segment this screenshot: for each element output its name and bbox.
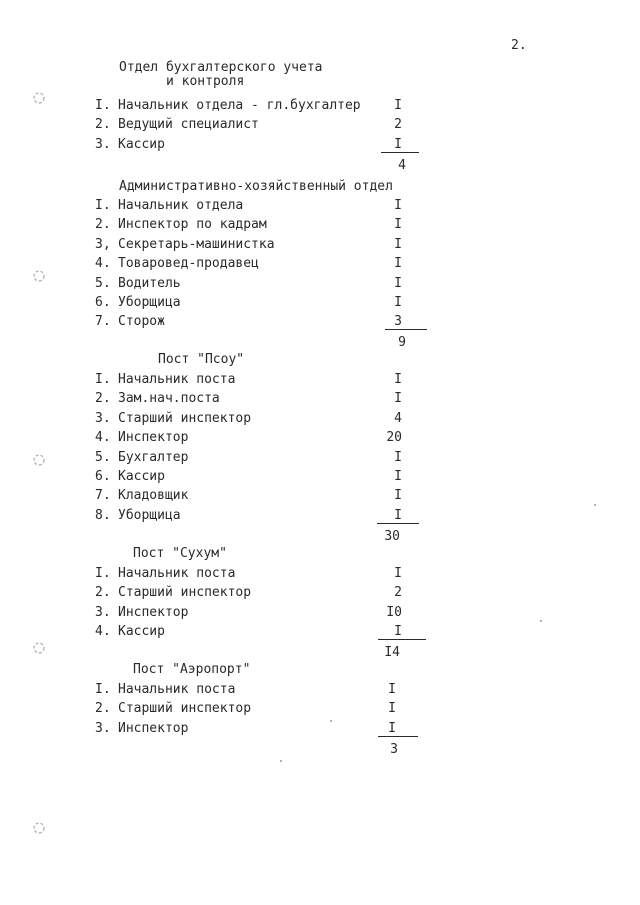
item-name: Ведущий специалист	[118, 117, 259, 133]
item-name: Кассир	[118, 624, 165, 640]
item-number: I.	[95, 372, 111, 387]
item-number: 2.	[95, 585, 111, 601]
item-quantity: I	[394, 136, 402, 152]
item-quantity: I	[394, 98, 402, 113]
section-total: 3	[390, 741, 398, 757]
binder-hole-icon	[32, 820, 46, 834]
item-name: Инспектор по кадрам	[118, 217, 267, 233]
item-quantity: 2	[394, 117, 402, 133]
item-quantity: I	[394, 295, 402, 310]
item-quantity: I	[394, 391, 402, 407]
item-number: 8.	[95, 507, 111, 523]
paper-speck	[540, 620, 542, 622]
item-name: Инспектор	[118, 720, 189, 736]
item-name: Бухгалтер	[118, 449, 189, 465]
item-quantity: I	[394, 624, 402, 640]
total-rule	[385, 329, 427, 330]
item-number: 3.	[95, 136, 111, 152]
item-number: 2.	[95, 701, 111, 717]
section-title: Административно-хозяйственный отдел	[119, 179, 393, 194]
item-quantity: 4	[394, 410, 402, 426]
item-number: 2.	[95, 217, 111, 233]
item-quantity: I	[394, 198, 402, 213]
item-name: Начальник поста	[118, 372, 236, 387]
item-name: Старший инспектор	[118, 701, 252, 717]
section-total: 4	[398, 157, 406, 173]
item-name: Инспектор	[118, 430, 189, 446]
item-name: Начальник поста	[118, 566, 236, 581]
item-name: Водитель	[118, 275, 181, 291]
paper-speck	[330, 720, 332, 722]
section-title: Пост "Сухум"	[133, 546, 227, 561]
item-number: 3.	[95, 720, 111, 736]
item-name: Начальник поста	[118, 682, 236, 697]
item-name: Секретарь-машинистка	[118, 236, 275, 252]
item-quantity: 2	[394, 585, 402, 601]
item-name: Кассир	[118, 136, 165, 152]
item-quantity: I0	[386, 604, 402, 620]
item-quantity: I	[394, 275, 402, 291]
item-quantity: 3	[394, 314, 402, 330]
item-quantity: I	[394, 566, 402, 581]
section-title: Отдел бухгалтерского учета	[119, 60, 323, 75]
item-quantity: I	[394, 488, 402, 504]
item-number: 4.	[95, 624, 111, 640]
item-number: 7.	[95, 314, 111, 330]
total-rule	[381, 152, 419, 153]
binder-hole-icon	[32, 640, 46, 654]
item-quantity: I	[394, 507, 402, 523]
item-name: Сторож	[118, 314, 165, 330]
item-number: I.	[95, 98, 111, 113]
item-number: I.	[95, 198, 111, 213]
section-title: и контроля	[166, 74, 245, 89]
item-number: I.	[95, 682, 111, 697]
total-rule	[377, 523, 419, 524]
section-total: I4	[384, 645, 400, 661]
item-name: Начальник отдела	[118, 198, 244, 213]
item-quantity: I	[388, 682, 396, 697]
item-number: 3,	[95, 236, 111, 252]
item-quantity: I	[394, 372, 402, 387]
item-name: Старший инспектор	[118, 585, 252, 601]
item-number: I.	[95, 566, 111, 581]
item-name: Начальник отдела - гл.бухгалтер	[118, 98, 361, 113]
item-name: Кладовщик	[118, 488, 189, 504]
section-title: Пост "Псоу"	[158, 352, 245, 367]
section-total: 9	[398, 335, 406, 351]
item-quantity: I	[388, 701, 396, 717]
total-rule	[378, 736, 418, 737]
item-quantity: I	[394, 256, 402, 272]
item-number: 2.	[95, 391, 111, 407]
item-name: Товаровед-продавец	[118, 256, 259, 272]
item-number: 4.	[95, 256, 111, 272]
item-number: 4.	[95, 430, 111, 446]
item-number: 2.	[95, 117, 111, 133]
item-name: Уборщица	[118, 295, 181, 310]
item-number: 6.	[95, 469, 111, 484]
item-number: 3.	[95, 410, 111, 426]
paper-speck	[594, 504, 596, 506]
item-number: 7.	[95, 488, 111, 504]
item-quantity: I	[388, 720, 396, 736]
section-total: 30	[384, 528, 400, 544]
item-number: 5.	[95, 275, 111, 291]
binder-hole-icon	[32, 452, 46, 466]
item-name: Инспектор	[118, 604, 189, 620]
binder-hole-icon	[32, 90, 46, 104]
item-number: 5.	[95, 449, 111, 465]
item-quantity: 20	[386, 430, 402, 446]
item-name: Зам.нач.поста	[118, 391, 220, 407]
item-quantity: I	[394, 449, 402, 465]
item-name: Кассир	[118, 469, 165, 484]
item-quantity: I	[394, 217, 402, 233]
item-quantity: I	[394, 469, 402, 484]
item-name: Уборщица	[118, 507, 181, 523]
item-quantity: I	[394, 236, 402, 252]
binder-hole-icon	[32, 268, 46, 282]
paper-speck	[280, 760, 282, 762]
item-number: 3.	[95, 604, 111, 620]
section-title: Пост "Аэропорт"	[133, 662, 251, 677]
item-number: 6.	[95, 295, 111, 310]
page-number: 2.	[511, 38, 527, 53]
item-name: Старший инспектор	[118, 410, 252, 426]
total-rule	[378, 639, 426, 640]
